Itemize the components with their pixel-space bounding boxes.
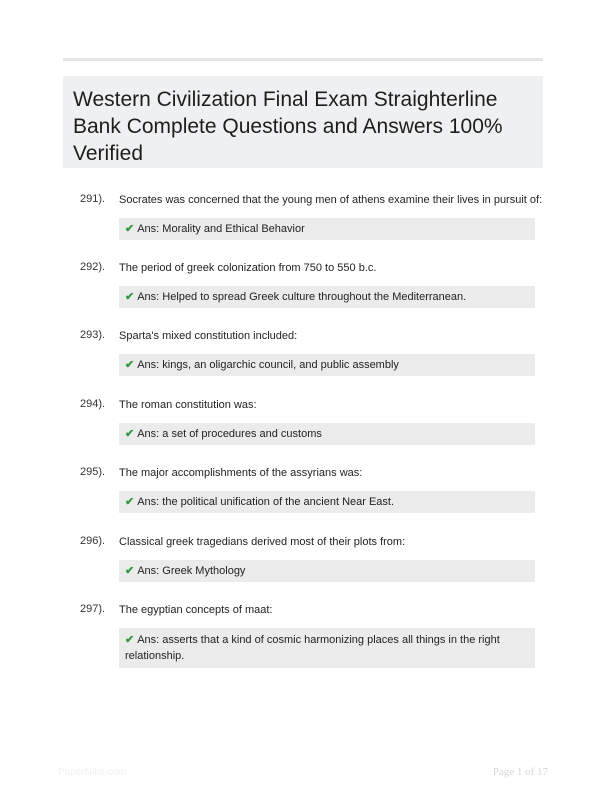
question-text: Classical greek tragedians derived most of their plots from: (119, 536, 406, 548)
question-number: 296). (80, 535, 106, 547)
document-title: Western Civilization Final Exam Straighterline Bank Complete Questions and Answers 100% Verified (73, 88, 503, 165)
question-number: 291). (80, 193, 106, 205)
question-number: 297). (80, 603, 106, 615)
check-icon: ✔ (125, 634, 135, 646)
answer-text: Ans: asserts that a kind of cosmic harmonizing places all things in the right relationship. (125, 634, 500, 662)
answer-box (119, 423, 535, 445)
check-icon: ✔ (125, 291, 135, 303)
page-indicator: Page 1 of 17 (492, 766, 548, 778)
answer-text: Ans: Greek Mythology (137, 565, 246, 577)
answer-box (119, 218, 535, 240)
check-icon: ✔ (125, 359, 135, 371)
question-text: Sparta's mixed constitution included: (119, 330, 298, 342)
question-text: The egyptian concepts of maat: (119, 604, 273, 616)
question-number: 292). (80, 261, 106, 273)
answer-text: Ans: the political unification of the ancient Near East. (137, 496, 395, 508)
check-icon: ✔ (125, 496, 135, 508)
question-text: Socrates was concerned that the young men of athens examine their lives in pursuit of: (119, 194, 543, 206)
footer-watermark: PaperNibs.com (58, 767, 127, 778)
check-icon: ✔ (125, 428, 135, 440)
answer-text: Ans: a set of procedures and customs (137, 428, 322, 440)
answer-text: Ans: Helped to spread Greek culture throughout the Mediterranean. (137, 291, 467, 303)
question-number: 293). (80, 329, 106, 341)
answer-box (119, 628, 535, 668)
answer-box (119, 286, 535, 308)
check-icon: ✔ (125, 223, 135, 235)
question-text: The period of greek colonization from 750 to 550 b.c. (119, 262, 377, 274)
answer-box (119, 491, 535, 513)
question-text: The major accomplishments of the assyrians was: (119, 467, 363, 479)
answer-text: Ans: kings, an oligarchic council, and public assembly (137, 359, 399, 371)
question-number: 295). (80, 466, 106, 478)
question-number: 294). (80, 398, 106, 410)
question-text: The roman constitution was: (119, 399, 257, 411)
answer-box (119, 560, 535, 582)
header-divider (63, 58, 543, 61)
answer-box (119, 354, 535, 376)
title-banner (63, 76, 543, 168)
check-icon: ✔ (125, 565, 135, 577)
answer-text: Ans: Morality and Ethical Behavior (137, 223, 305, 235)
